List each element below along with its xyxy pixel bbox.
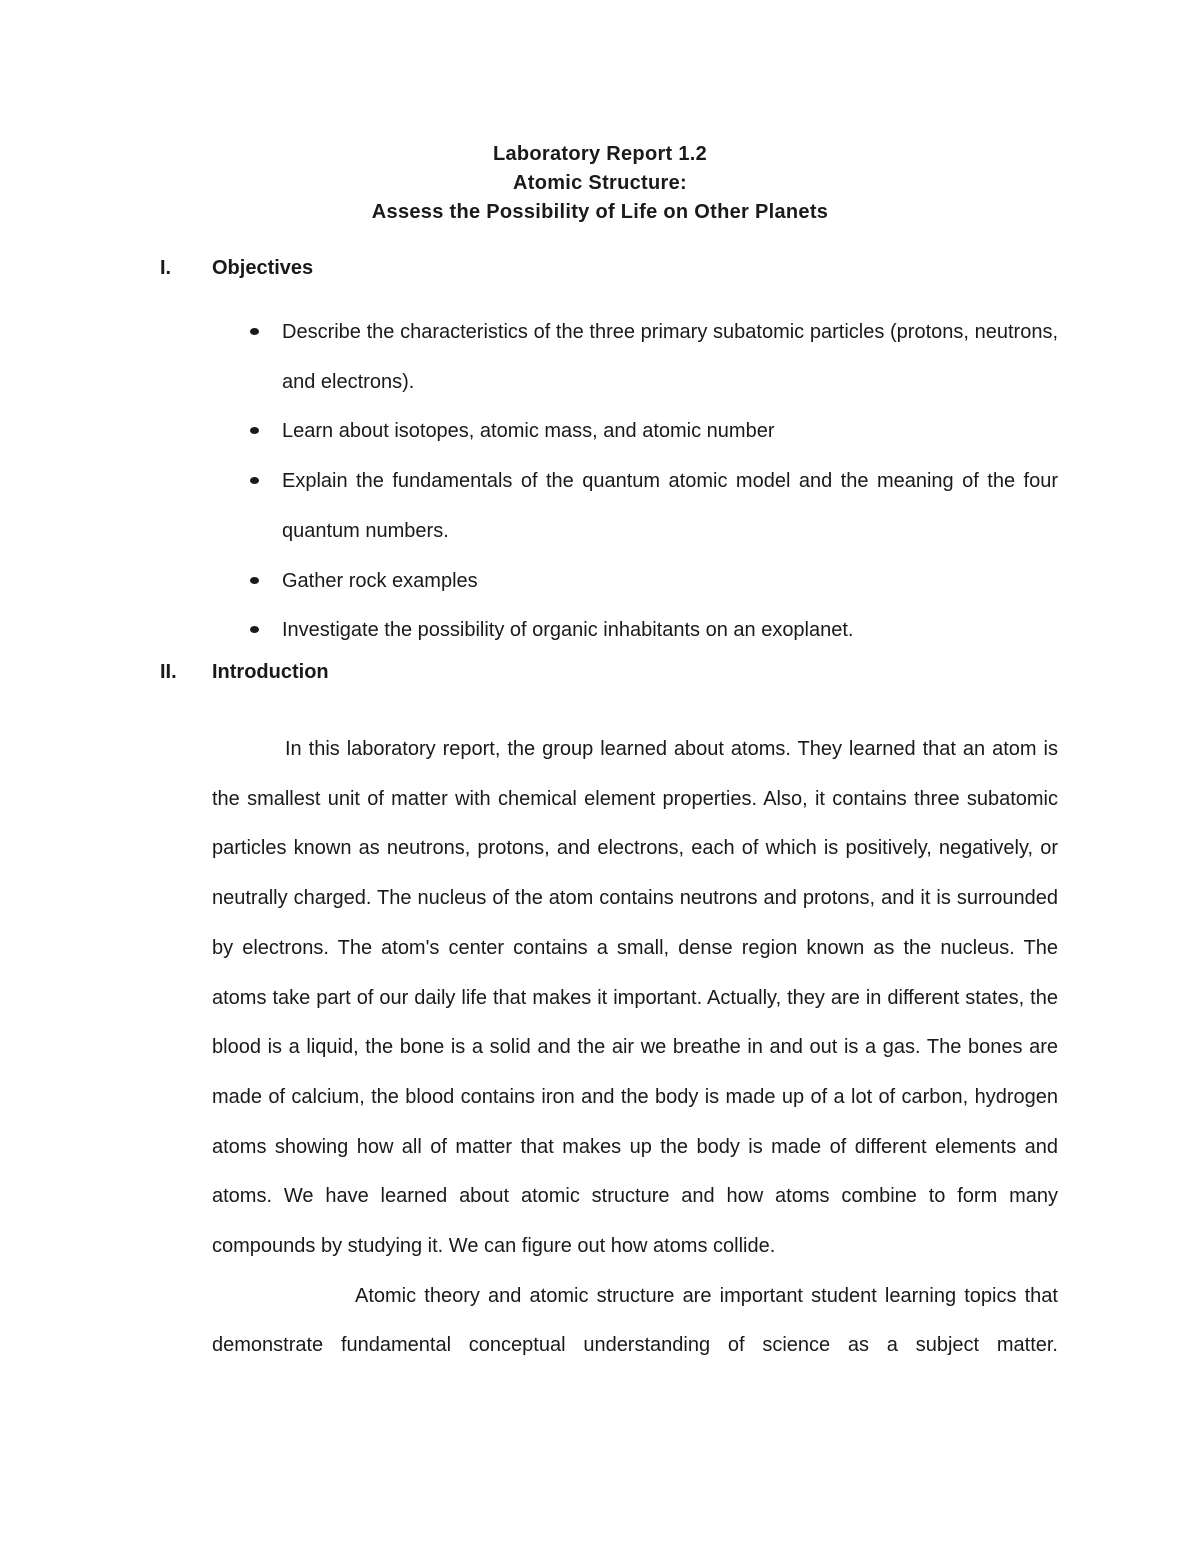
list-item: [246, 557, 1058, 607]
title-line-1: Laboratory Report 1.2: [492, 143, 708, 165]
bullet-icon: [250, 626, 259, 633]
list-item-text: Gather rock examples: [282, 569, 478, 592]
list-item: [246, 457, 1058, 556]
objectives-list: [246, 308, 1058, 656]
list-item-text: Explain the fundamentals of the quantum atomic model and the meaning of the four quantum numbers.: [282, 470, 1058, 542]
title-line-3: Assess the Possibility of Life on Other Planets: [371, 201, 829, 223]
list-item: [246, 606, 1058, 656]
section-title: Introduction: [212, 661, 329, 683]
intro-paragraph-2: Atomic theory and atomic structure are important student learning topics that demonstrate fundamental conceptual understanding of science as a subject matter.: [212, 1284, 1058, 1357]
report-title: [0, 140, 1200, 227]
list-item: [246, 308, 1058, 407]
intro-paragraph-1: In this laboratory report, the group learned about atoms. They learned that an atom is the smallest unit of matter with chemical element properties. Also, it contains three subatomic particles known as neutrons, protons, and electrons, each of which is positively, negatively, or neutrally charged. The nucleus of the atom contains neutrons and protons, and it is surrounded by electrons. The atom's center contains a small, dense region known as the nucleus. The atoms take part of our daily life that makes it important. Actually, they are in different states, the blood is a liquid, the bone is a solid and the air we breathe in and out is a gas. The bones are made of calcium, the blood contains iron and the body is made up of a lot of carbon, hydrogen atoms showing how all of matter that makes up the body is made of different elements and atoms. We have learned about atomic structure and how atoms combine to form many compounds by studying it. We can figure out how atoms collide.: [212, 738, 1058, 1258]
bullet-icon: [250, 427, 259, 434]
section-number: I.: [160, 257, 172, 279]
introduction-heading: [160, 658, 329, 686]
list-item-text: Learn about isotopes, atomic mass, and atomic number: [282, 420, 775, 443]
section-number: II.: [160, 661, 177, 683]
bullet-icon: [250, 577, 259, 584]
title-line-2: Atomic Structure:: [512, 172, 687, 194]
list-item-text: Describe the characteristics of the three primary subatomic particles (protons, neutrons, and electrons).: [282, 321, 1058, 393]
objectives-heading: [160, 254, 313, 282]
introduction-body: [212, 725, 1058, 1371]
section-title: Objectives: [212, 257, 314, 279]
bullet-icon: [250, 328, 259, 335]
list-item: [246, 407, 1058, 457]
list-item-text: Investigate the possibility of organic inhabitants on an exoplanet.: [282, 619, 854, 642]
bullet-icon: [250, 477, 259, 484]
